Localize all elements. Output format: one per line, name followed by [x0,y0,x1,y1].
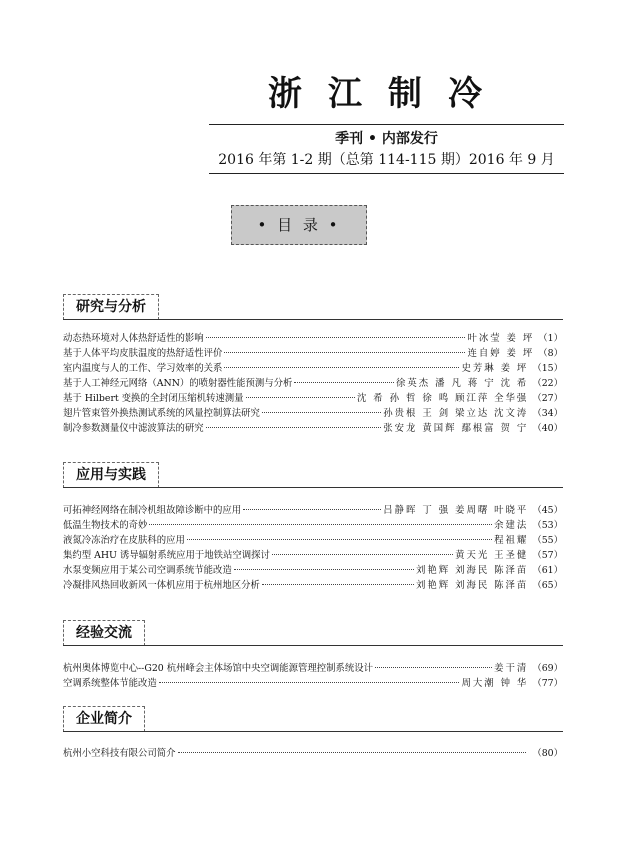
toc-entry[interactable]: 制冷参数测量仪中滤波算法的研究 张安龙 黄国辉 鄢根富 贺 宁 （40） [63,423,563,434]
section-rule [63,645,563,646]
toc-entry[interactable]: 动态热环境对人体热舒适性的影响 叶冰莹 姜 坪 （1） [63,333,563,344]
issue-info: 2016 年第 1-2 期（总第 114-115 期）2016 年 9 月 [218,152,555,168]
toc-entry[interactable]: 集约型 AHU 诱导辐射系统应用于地铁站空调探讨 黄天光 王圣健 （57） [63,550,563,561]
header-rule-bottom [209,173,564,174]
toc-entry[interactable]: 翅片管束管外换热测试系统的风量控制算法研究 孙贵根 王 剑 梁立达 沈文涛 （34） [63,408,563,419]
toc-entry[interactable]: 基于 Hilbert 变换的全封闭压缩机转速测量 沈 希 孙 哲 徐 鸣 顾江萍 全华强 （27） [63,393,563,404]
toc-entry[interactable]: 水泵变频应用于某公司空调系统节能改造 刘艳辉 刘海民 陈泽苗 （61） [63,565,563,576]
toc-entry[interactable]: 杭州奥体博览中心--G20 杭州峰会主体场馆中央空调能源管理控制系统设计 姜干清 （69） [63,663,563,674]
publication-frequency: 季刊 • 内部发行 [335,131,438,147]
toc-entry[interactable]: 低温生物技术的奇妙 余建法 （53） [63,520,563,531]
toc-entry[interactable]: 冷凝排风热回收新风一体机应用于杭州地区分析 刘艳辉 刘海民 陈泽苗 （65） [63,580,563,591]
toc-entry[interactable]: 基于人工神经元网络（ANN）的喷射器性能预测与分析 徐英杰 潘 凡 蒋 宁 沈 希 （22） [63,378,563,389]
toc-entry[interactable]: 液氮冷冻治疗在皮肤科的应用 程祖耀 （55） [63,535,563,546]
toc-entry[interactable]: 基于人体平均皮肤温度的热舒适性评价 连自婷 姜 坪 （8） [63,348,563,359]
header-rule-top [209,124,564,125]
toc-entry[interactable]: 室内温度与人的工作、学习效率的关系 史芳琳 姜 坪 （15） [63,363,563,374]
section-heading-application: 应用与实践 [63,462,159,488]
section-rule [63,319,563,320]
toc-heading: • 目 录 • [231,205,367,245]
section-rule [63,731,563,732]
section-heading-experience: 经验交流 [63,620,145,646]
journal-title: 浙江制冷 [268,74,508,114]
toc-entry[interactable]: 杭州小空科技有限公司简介 （80） [63,748,563,759]
section-heading-company: 企业简介 [63,706,145,732]
toc-entry[interactable]: 可拓神经网络在制冷机组故障诊断中的应用 吕静晖 丁 强 姜周曙 叶晓平 （45） [63,505,563,516]
section-rule [63,487,563,488]
section-heading-research: 研究与分析 [63,294,159,320]
toc-entry[interactable]: 空调系统整体节能改造 周大潮 钟 华 （77） [63,678,563,689]
